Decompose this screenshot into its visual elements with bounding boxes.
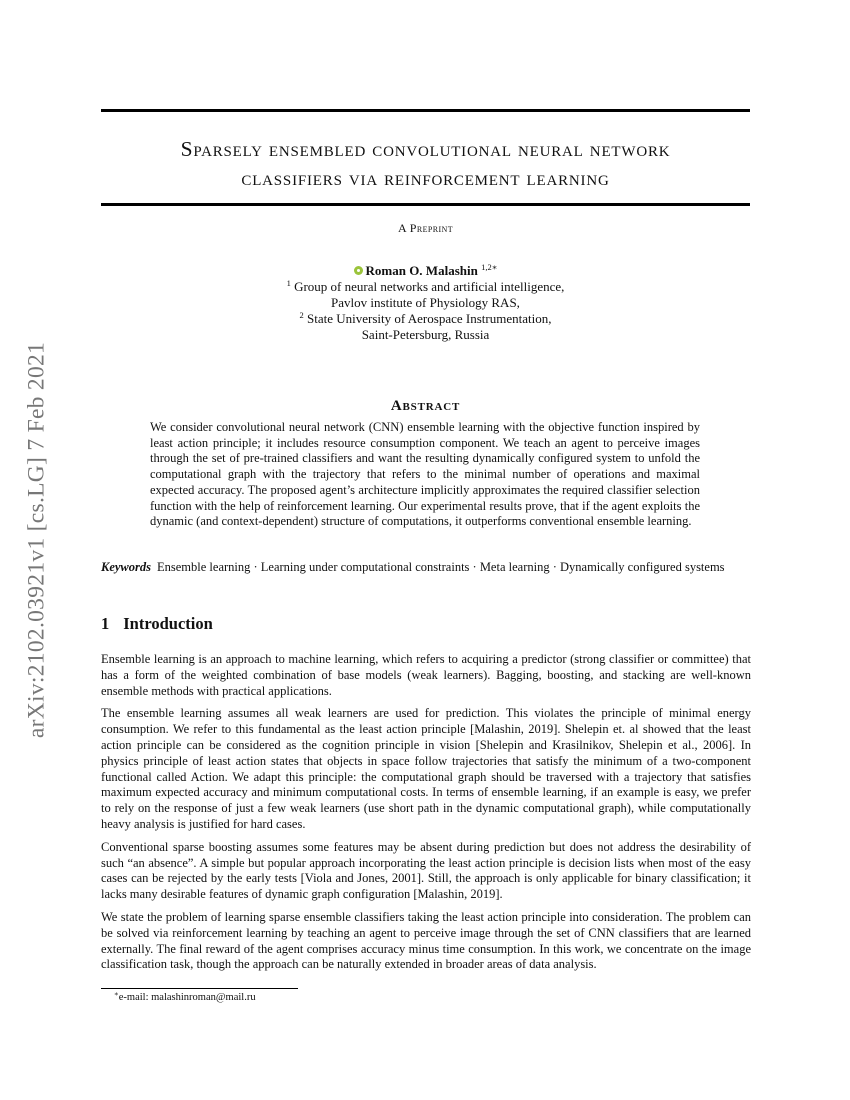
author-superscript: 1,2∗ <box>481 262 498 272</box>
section-title: Introduction <box>123 614 213 633</box>
paragraph: Conventional sparse boosting assumes some features may be absent during prediction but does not address the desirability of such “an absence”. A simple but popular approach incorporating the least action principle is decision lists when most of the easy cases can be rejected by the early tests [Viola and Jones, 2001]. Still, the approach is only applicable for binary classification; it lacks many desirable features of dynamic graph configuration [Malashin, 2019]. <box>101 839 751 902</box>
title-rule-bottom <box>101 203 750 206</box>
abstract-heading: Abstract <box>390 398 461 414</box>
footnote-text[interactable]: e-mail: malashinroman@mail.ru <box>118 992 256 1003</box>
paragraph: Ensemble learning is an approach to machine learning, which refers to acquiring a predictor (strong classifier or committee) that has a form of the weighted combination of base models (weak learners). Bagging, boosting, and stacking are well-known ensemble methods with practical applications. <box>101 652 751 698</box>
section-heading <box>101 614 750 634</box>
footnote <box>114 992 614 1003</box>
keywords-label: Keywords <box>101 560 151 574</box>
footnote-rule <box>101 988 298 989</box>
affiliation-line: Saint-Petersburg, Russia <box>361 327 490 342</box>
affiliation-line: $^1$ Group of neural networks and artificial intelligence, <box>286 278 565 294</box>
author-name: Roman O. Malashin <box>365 263 478 278</box>
title-rule-top <box>101 109 750 112</box>
keywords <box>101 560 750 576</box>
paragraph: We state the problem of learning sparse ensemble classifiers taking the least action principle into consideration. The problem can be solved via reinforcement learning by teaching an agent to perceive image through the set of CNN classifiers that are learned externally. The final reward of the agent comprises accuracy minus time consumption. In this work, we concentrate on the image classification task, though the approach can be naturally extended in broader areas of data analysis. <box>101 909 751 972</box>
arxiv-sidebar <box>20 300 54 780</box>
footnote-mark: ∗ <box>114 990 119 998</box>
paper-title <box>101 135 750 193</box>
keywords-text: Ensemble learning · Learning under computational constraints · Meta learning · Dynamically configured systems <box>157 560 725 574</box>
title-line-2: classifiers via reinforcement learning <box>241 166 610 190</box>
section-number: 1 <box>101 614 110 633</box>
affiliation-line: Pavlov institute of Physiology RAS, <box>331 295 520 310</box>
title-line-1: Sparsely ensembled convolutional neural network <box>180 137 671 161</box>
paragraph: The ensemble learning assumes all weak learners are used for prediction. This violates the principle of minimal energy consumption. We refer to this fundamental as the least action principle [Malashin, 2019]. Shelepin et. al showed that the least action principle can be considered as the cognition principle in vision [Shelepin and Krasilnikov, Shelepin et al., 2006]. In physics principle of least action states that objects in space follow trajectories that satisfy the minimum of a two-component functional called Action. We adapt this principle: the computational graph should be traversed with a trajectory that satisfies maximum expected accuracy and minimum computational costs. In terms of ensemble learning, if an example is easy, we prefer to rely on the response of just a few weak learners (use short path in the dynamic computational graph), while computationally heavy analysis is justified for hard cases. <box>101 706 751 831</box>
abstract-text: We consider convolutional neural network (CNN) ensemble learning with the objective function inspired by least action principle; it includes resource consumption component. We teach an agent to perceive images through the set of pre-trained classifiers and want the resulting dynamically configured system to unfold the computational graph with the trajectory that refers to the minimal number of operations and maximal expected accuracy. The proposed agent’s architecture implicitly approximates the required classifier selection function with the help of reinforcement learning. Our experimental results prove, that if the agent exploits the dynamic (and context-dependent) structure of computations, it outperforms conventional ensemble learning. <box>150 420 700 529</box>
body-text <box>101 652 751 980</box>
orcid-icon[interactable] <box>354 266 363 275</box>
affiliation-line: $^2$ State University of Aerospace Instrumentation, <box>299 310 552 326</box>
author-block <box>101 263 750 343</box>
author-line <box>101 263 750 279</box>
arxiv-stamp: arXiv:2102.03921v1 [cs.LG] 7 Feb 2021 <box>23 341 50 739</box>
preprint-label: A Preprint <box>397 221 453 235</box>
